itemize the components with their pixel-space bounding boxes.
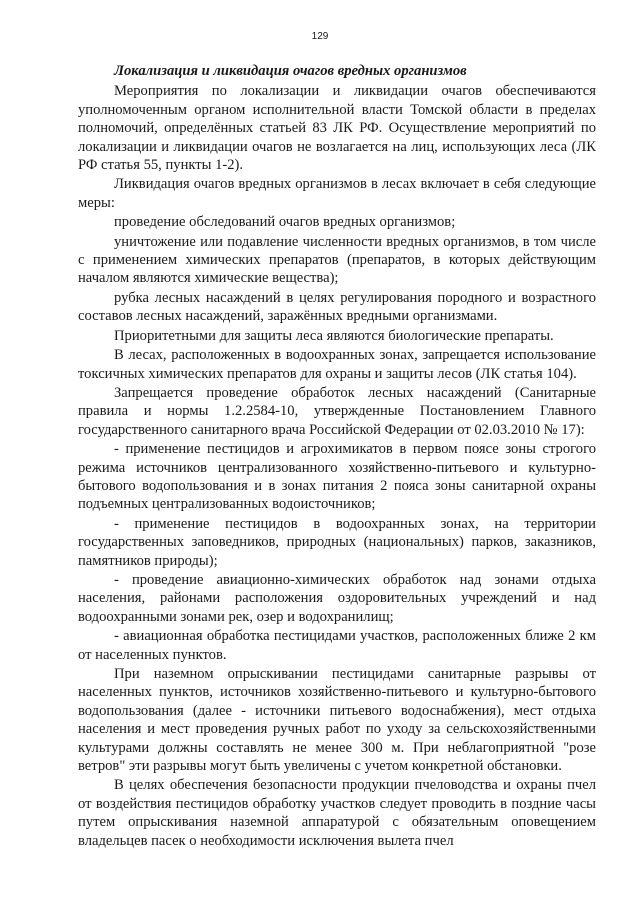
list-item: - применение пестицидов и агрохимикатов в первом поясе зоны строгого режима источников централизованного хозяйственно-питьевого и культурно-бытового водопользования и в зонах питания 2 пояса зоны санитарной охраны подъемных централизованных водоисточников; [78, 441, 596, 513]
page-number: 129 [311, 31, 329, 42]
list-item: рубка лесных насаждений в целях регулирования породного и возрастного составов лесных насаждений, заражённых вредными организмами. [78, 289, 596, 325]
list-item: - применение пестицидов в водоохранных зонах, на территории государственных заповедников, природных (национальных) парков, заказников, памятников природы); [78, 515, 596, 569]
paragraph: Ликвидация очагов вредных организмов в лесах включает в себя следующие меры: [78, 176, 596, 211]
paragraph: При наземном опрыскивании пестицидами санитарные разрывы от населенных пунктов, источников хозяйственно-питьевого и культурно-бытового водопользования (далее - источники питьевого водоснабжения), мест отдыха населения и мест проведения ручных работ по уходу за сельскохозяйственными культурами должны составлять не менее 300 м. При неблагоприятной "розе ветров" эти разрывы могут быть увеличены с учетом конкретной обстановки. [78, 666, 596, 775]
paragraph: Мероприятия по локализации и ликвидации очагов обеспечиваются уполномоченным органом исполнительной власти Томской области в пределах полномочий, определённых статьей 83 ЛК РФ. Осуществление мероприятий по локализации и ликвидации очагов не возлагается на лиц, использующих леса (ЛК РФ статья 55, пункты 1-2). [78, 83, 596, 174]
paragraph: В лесах, расположенных в водоохранных зонах, запрещается использование токсичных химических препаратов для охраны и защиты лесов (ЛК статья 104). [78, 347, 596, 382]
paragraph: Приоритетными для защиты леса являются биологические препараты. [114, 327, 554, 344]
paragraph: Запрещается проведение обработок лесных насаждений (Санитарные правила и нормы 1.2.2584-10, утвержденные Постановлением Главного государственного санитарного врача Российской Федерации от 02.03.2010 № 17): [78, 384, 596, 438]
list-item: уничтожение или подавление численности вредных организмов, в том числе с применением химических препаратов (препаратов, в которых действующим началом являются химические вещества); [78, 233, 596, 287]
document-body [78, 62, 596, 851]
list-item: проведение обследований очагов вредных организмов; [114, 214, 456, 231]
list-item: - авиационная обработка пестицидами участков, расположенных ближе 2 км от населенных пунктов. [78, 628, 596, 663]
paragraph: В целях обеспечения безопасности продукции пчеловодства и охраны пчел от воздействия пестицидов обработку участков следует проводить в поздние часы путем опрыскивания наземной аппаратурой с обязательным оповещением владельцев пасек о необходимости исключения вылета пчел [78, 777, 596, 849]
list-item: - проведение авиационно-химических обработок над зонами отдыха населения, районами расположения оздоровительных учреждений и над водоохранными зонами рек, озер и водохранилищ; [78, 571, 596, 625]
section-heading: Локализация и ликвидация очагов вредных организмов [114, 63, 467, 79]
